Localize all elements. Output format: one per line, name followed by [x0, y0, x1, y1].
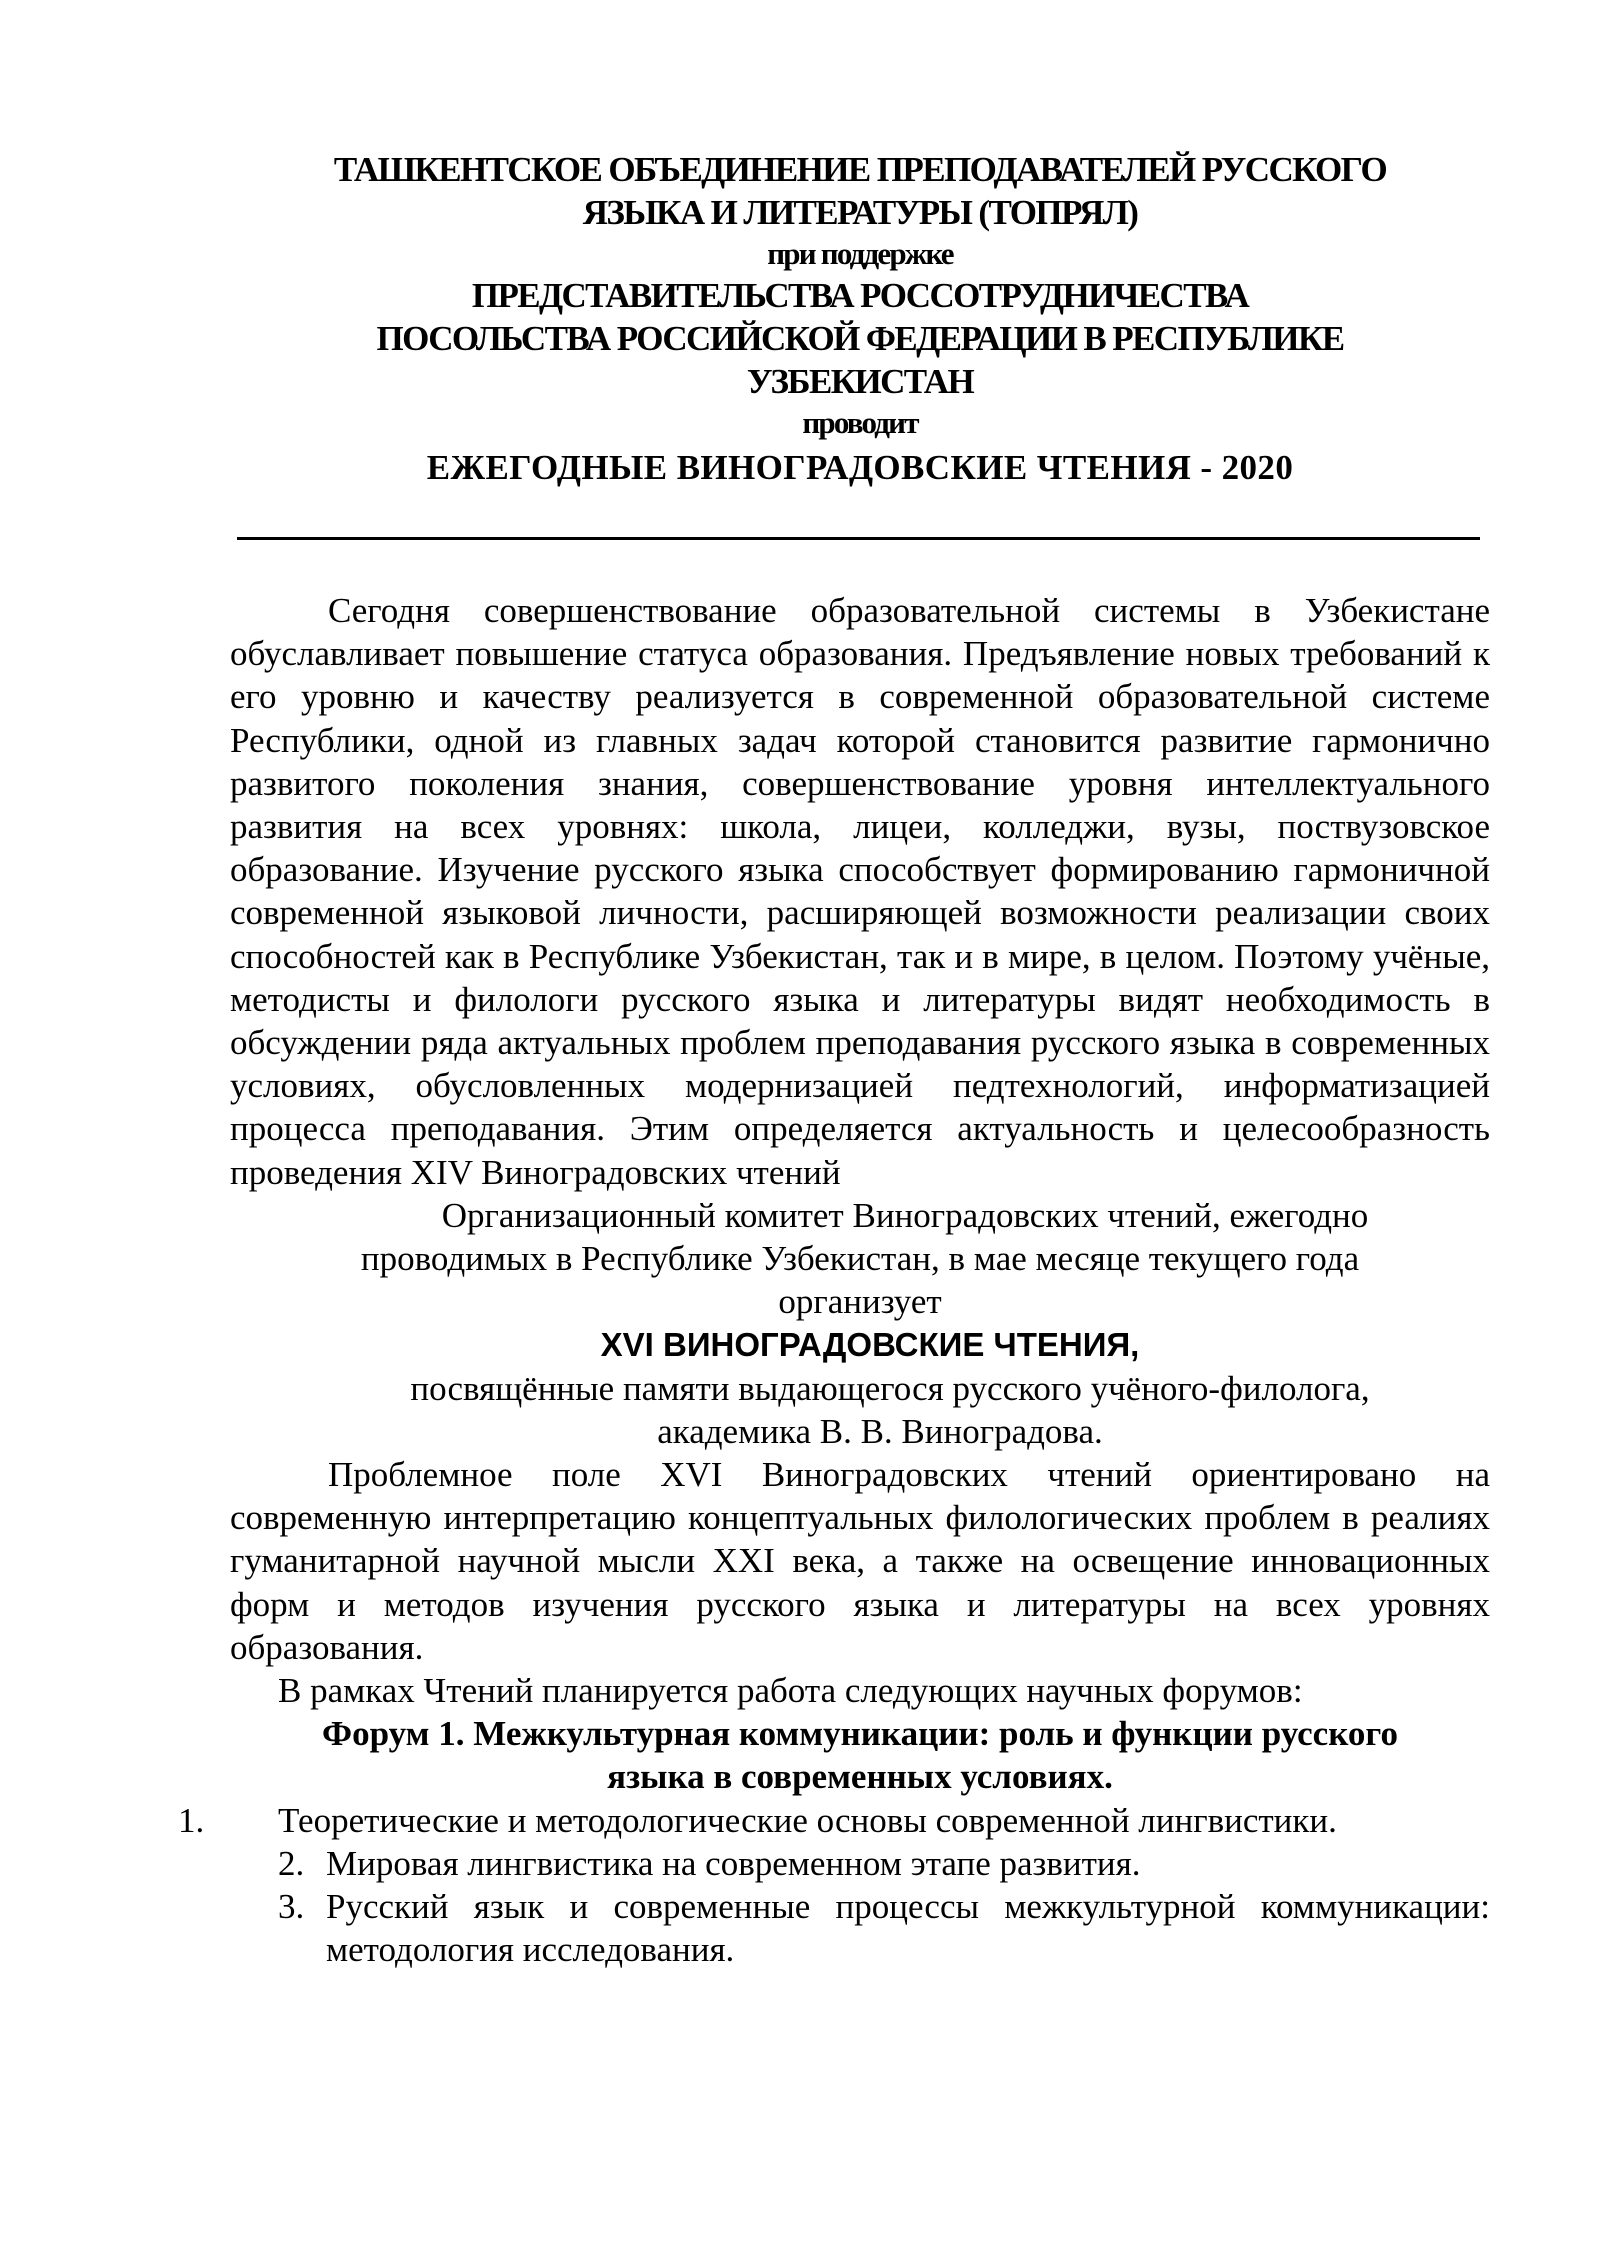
- committee-line2: проводимых в Республике Узбекистан, в мае месяце текущего года: [360, 1239, 1360, 1279]
- list-item: [278, 1885, 1490, 1971]
- organizer-name-line2: ЯЗЫКА И ЛИТЕРАТУРЫ (ТОПРЯЛ): [582, 193, 1138, 232]
- document-body: [178, 589, 1490, 1972]
- representation-line2: ПОСОЛЬСТВА РОССИЙСКОЙ ФЕДЕРАЦИИ В РЕСПУБЛИКЕ: [376, 319, 1344, 358]
- list-item-text: Русский язык и современные процессы межкультурной коммуникации: методология исследования.: [326, 1887, 1490, 1970]
- dedication-line2: академика В. В. Виноградова.: [657, 1411, 1103, 1451]
- forum1-topic-list: [178, 1799, 1490, 1972]
- readings-title: XVI ВИНОГРАДОВСКИЕ ЧТЕНИЯ,: [600, 1326, 1140, 1364]
- committee-line1: Организационный комитет Виноградовских чтений, ежегодно: [441, 1195, 1369, 1235]
- header-divider: [237, 537, 1480, 540]
- organizer-name-line1: ТАШКЕНТСКОЕ ОБЪЕДИНЕНИЕ ПРЕПОДАВАТЕЛЕЙ РУССКОГО: [333, 150, 1387, 189]
- problem-paragraph: Проблемное поле XVI Виноградовских чтений ориентировано на современную интерпретацию концептуальных филологических проблем в реалиях гуманитарной научной мысли XXI века, а также на освещение инновационных форм и методов изучения русского языка и литературы на всех уровнях образования.: [230, 1455, 1490, 1667]
- list-item-number: 2.: [278, 1843, 305, 1883]
- document-header: [230, 148, 1490, 493]
- list-item-text: Теоретические и методологические основы современной лингвистики.: [278, 1800, 1337, 1840]
- forum1-title-line1: Форум 1. Межкультурная коммуникации: роль и функции русского: [322, 1714, 1398, 1754]
- committee-line3: организует: [778, 1282, 942, 1322]
- event-title: ЕЖЕГОДНЫЕ ВИНОГРАДОВСКИЕ ЧТЕНИЯ - 2020: [426, 448, 1294, 487]
- list-item-number: 3.: [278, 1887, 305, 1927]
- representation-line3: УЗБЕКИСТАН: [746, 362, 974, 401]
- conducts-label: проводит: [802, 405, 918, 440]
- support-label: при поддержке: [767, 236, 953, 271]
- forum1-title-line2: языка в современных условиях.: [607, 1757, 1113, 1797]
- committee-announcement: [230, 1194, 1490, 1453]
- list-item-number: 1.: [178, 1800, 205, 1840]
- representation-line1: ПРЕДСТАВИТЕЛЬСТВА РОССОТРУДНИЧЕСТВА: [471, 276, 1249, 315]
- dedication-line1: посвящённые памяти выдающегося русского учёного-филолога,: [410, 1368, 1370, 1408]
- list-item: [278, 1842, 1490, 1885]
- intro-paragraph: Сегодня совершенствование образовательной системы в Узбекистане обуславливает повышение статуса образования. Предъявление новых требований к его уровню и качеству реализуется в современной образовательной системе Республики, одной из главных задач которой становится развитие гармонично развитого поколения знания, совершенствование уровня интеллектуального развития на всех уровнях: школа, лицеи, колледжи, вузы, поствузовское образование. Изучение русского языка способствует формированию гармоничной современной языковой личности, расширяющей возможности реализации своих способностей как в Республике Узбекистан, так и в мире, в целом. Поэтому учёные, методисты и филологи русского языка и литературы видят необходимость в обсуждении ряда актуальных проблем преподавания русского языка в современных условиях, обусловленных модернизацией педтехнологий, информатизацией процесса преподавания. Этим определяется актуальность и целесообразность проведения XIV Виноградовских чтений: [230, 591, 1490, 1192]
- list-item: [178, 1799, 1490, 1842]
- forums-intro: В рамках Чтений планируется работа следующих научных форумов:: [278, 1671, 1303, 1711]
- list-item-text: Мировая лингвистика на современном этапе развития.: [326, 1843, 1141, 1883]
